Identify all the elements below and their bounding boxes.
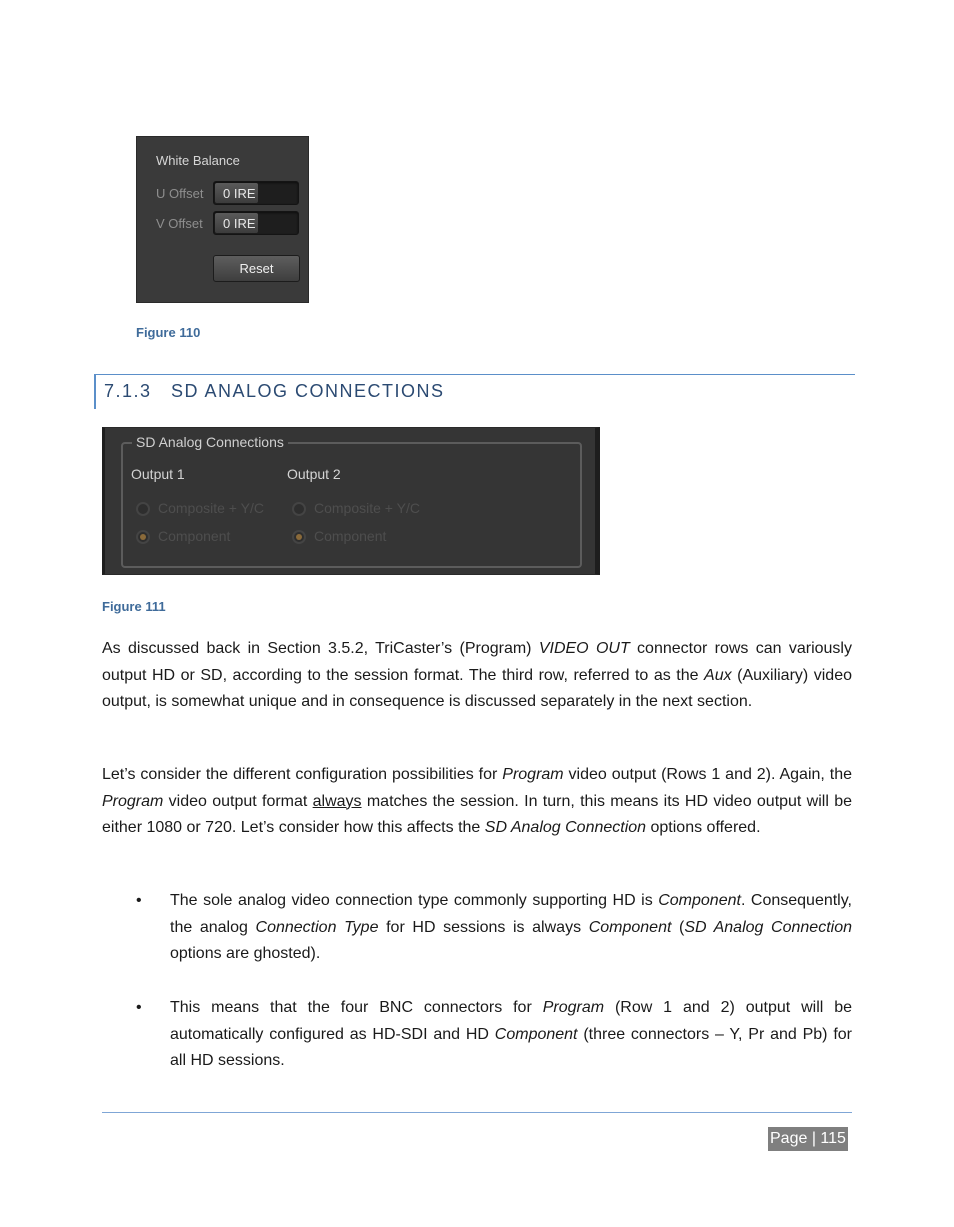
- b1-text-c: . Consequently, the analog: [170, 892, 852, 936]
- b2-program: Program: [542, 999, 605, 1016]
- p1-text-c: connector rows can variously output HD or SD, according to the session format. The third row, referred to as the: [102, 640, 852, 684]
- figure-111-caption: Figure 111: [102, 599, 166, 614]
- b1-component-2: Component: [588, 918, 672, 936]
- v-offset-value-group: [223, 216, 256, 231]
- p2-text-i: options offered.: [646, 819, 761, 836]
- b1-text-i: options are ghosted).: [170, 945, 321, 962]
- p2-text-a: Let’s consider the different configuration possibilities for: [102, 766, 503, 783]
- section-title: SD ANALOG CONNECTIONS: [171, 381, 445, 401]
- bullet-2-symbol: •: [136, 999, 142, 1016]
- reset-button[interactable]: Reset: [213, 255, 300, 282]
- heading-rule-left: [94, 374, 96, 409]
- white-balance-title: White Balance: [156, 153, 240, 168]
- p2-program-2: Program: [102, 792, 164, 810]
- u-offset-value: 0: [223, 186, 231, 201]
- b2-text-c: (Row 1 and 2) output will be automatically configured as HD-SDI and HD: [170, 999, 853, 1043]
- output-1-label: Output 1: [131, 466, 185, 482]
- u-offset-value-group: [223, 186, 256, 201]
- p2-text-c: video output (Rows 1 and 2). Again, the: [563, 766, 853, 783]
- b1-connection-type: Connection Type: [255, 918, 379, 936]
- output-2-composite-label: Composite + Y/C: [314, 500, 420, 516]
- v-offset-value: 0: [223, 216, 231, 231]
- output-2-component-radio[interactable]: [292, 530, 306, 544]
- p2-text-e: video output format: [163, 792, 313, 810]
- paragraph-2: [102, 762, 852, 842]
- u-offset-unit: IRE: [233, 186, 256, 201]
- page-number: Page | 115: [768, 1127, 848, 1151]
- output-2-component-label: Component: [314, 528, 387, 544]
- p2-program-1: Program: [502, 766, 564, 783]
- figure-110-caption: Figure 110: [136, 325, 201, 340]
- white-balance-panel: [136, 136, 309, 303]
- b1-text-g: (: [671, 918, 685, 936]
- u-offset-input[interactable]: [213, 181, 299, 205]
- heading-rule-top: [94, 374, 855, 375]
- v-offset-input[interactable]: [213, 211, 299, 235]
- b1-text-a: The sole analog video connection type commonly supporting HD is: [170, 892, 659, 909]
- bullet-1-symbol: •: [136, 892, 142, 909]
- sd-analog-group-label: SD Analog Connections: [132, 434, 288, 450]
- p2-sd-analog-connection: SD Analog Connection: [484, 819, 647, 836]
- paragraph-1: [102, 636, 852, 716]
- b1-sd-analog-connection: SD Analog Connection: [684, 918, 852, 936]
- p2-always: always: [312, 792, 362, 810]
- output-1-component-label: Component: [158, 528, 231, 544]
- section-number: 7.1.3: [104, 381, 152, 401]
- output-1-composite-label: Composite + Y/C: [158, 500, 264, 516]
- output-1-composite-radio[interactable]: [136, 502, 150, 516]
- p1-aux: Aux: [704, 666, 732, 684]
- p1-text-e: (Auxiliary) video output, is somewhat unique and in consequence is discussed separately in the next section.: [102, 666, 852, 710]
- sd-analog-connections-panel: [102, 427, 600, 575]
- b2-component: Component: [494, 1025, 578, 1043]
- footer-rule: [102, 1112, 852, 1113]
- v-offset-unit: IRE: [233, 216, 256, 231]
- output-2-composite-radio[interactable]: [292, 502, 306, 516]
- p1-text-a: As discussed back in Section 3.5.2, TriCaster’s (Program): [102, 640, 539, 657]
- p2-text-g: matches the session. In turn, this means its HD video output will be either 1080 or 720. Let’s consider how this affects the: [102, 792, 852, 836]
- p1-video-out: VIDEO OUT: [538, 640, 630, 657]
- u-offset-label: U Offset: [156, 186, 204, 201]
- b2-text-e: (three connectors – Y, Pr and Pb) for all HD sessions.: [170, 1025, 852, 1069]
- b1-text-e: for HD sessions is always: [378, 918, 589, 936]
- output-1-component-radio[interactable]: [136, 530, 150, 544]
- b1-component-1: Component: [658, 892, 741, 909]
- v-offset-label: V Offset: [156, 216, 203, 231]
- b2-text-a: This means that the four BNC connectors for: [170, 999, 543, 1016]
- bullet-2: [170, 995, 852, 1075]
- bullet-1: [170, 888, 852, 968]
- output-2-label: Output 2: [287, 466, 341, 482]
